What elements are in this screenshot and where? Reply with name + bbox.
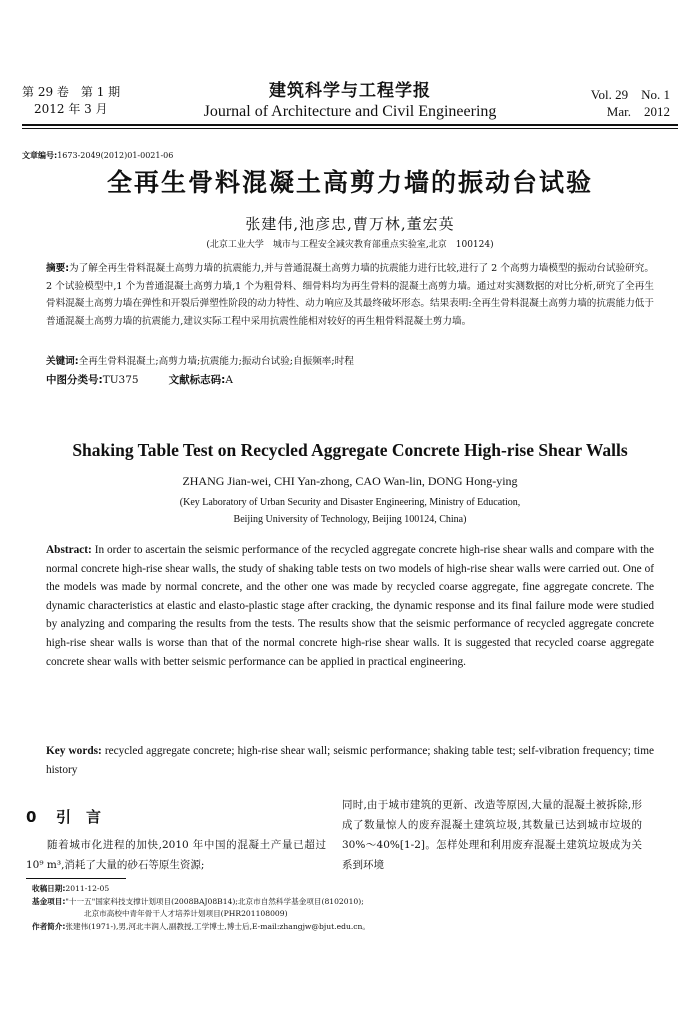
fund-info: [32, 896, 370, 909]
body-text-left: 随着城市化进程的加快,2010 年中国的混凝土产量已超过 10⁹ m³,消耗了大量的砂石等原生资源;: [26, 839, 326, 871]
affiliation-en: [0, 494, 700, 528]
keywords-en-text: recycled aggregate concrete; high-rise shear wall; seismic performance; shaking table test; self-vibration frequency; time history: [46, 745, 654, 776]
authors-cn: 张建伟,池彦忠,曹万林,董宏英: [245, 215, 455, 233]
journal-title-cn: 建筑科学与工程学报: [269, 81, 431, 101]
affiliation-en-line1: (Key Laboratory of Urban Security and Disaster Engineering, Ministry of Education,: [179, 497, 521, 508]
journal-issue-cn: [22, 84, 120, 118]
abstract-en-label: Abstract:: [46, 544, 92, 556]
article-id-label: 文章编号:: [22, 151, 58, 160]
abstract-en-text: In order to ascertain the seismic performance of the recycled aggregate concrete high-rise shear walls and compare with the normal concrete high-rise shear walls, the study of shaking table tests on two models of high-rise shear walls were carried out. One of the models was made by normal concrete, and the other one was made by recycled coarse aggregate, fine aggregate concrete. The dynamic characteristics at elastic and elasto-plastic stage after cracking, the dynamic response and its final failure mode were studied by analyzing and comparing the results from the tests. The results show that the seismic performance of recycled aggregate concrete high-rise shear walls is worse than that of the normal concrete high-rise shear walls. It is suggested that recycled coarse aggregate concrete shear walls with better seismic performance can be applied in practical engineering.: [46, 544, 654, 668]
footnote-rule: [26, 878, 126, 879]
abstract-en: [46, 541, 654, 671]
journal-title-en: Journal of Architecture and Civil Engineering: [203, 103, 497, 120]
abstract-cn-label: 摘要:: [46, 263, 70, 274]
abstract-cn: [46, 260, 654, 330]
journal-title: [160, 80, 540, 122]
keywords-en-label: Key words:: [46, 745, 102, 757]
authors-en: ZHANG Jian-wei, CHI Yan-zhong, CAO Wan-lin, DONG Hong-ying: [182, 474, 518, 488]
abstract-cn-text: 为了解全再生骨料混凝土高剪力墙的抗震能力,并与普通混凝土高剪力墙的抗震能力进行比较,进行了 2 个高剪力墙模型的振动台试验研究。2 个试验模型中,1 个为普通混凝土高剪力墙,1 个为粗骨料、细骨料均为再生骨料的混凝土高剪力墙。通过对实测数据的对比分析,研究了全再生骨料混凝土高剪力墙在弹性和开裂后弹塑性阶段的动力特性、动力响应及其最终破坏形态。结果表明:全再生骨料混凝土高剪力墙的抗震能力低于普通混凝土高剪力墙的抗震能力,建议实际工程中采用抗震性能相对较好的再生粗骨料混凝土剪力墙。: [46, 263, 654, 327]
fund-label: 基金项目:: [32, 896, 66, 906]
affiliation-cn: (北京工业大学 城市与工程安全减灾教育部重点实验室,北京 100124): [206, 240, 494, 250]
author-value: 张建伟(1971-),男,河北丰润人,副教授,工学博士,博士后,E-mail:zhangjw@bjut.edu.cn。: [65, 921, 370, 931]
keywords-en: [46, 742, 654, 779]
received-label: 收稿日期:: [32, 884, 66, 893]
section-title: 引 言: [56, 808, 102, 826]
keywords-cn-label: 关键词:: [46, 356, 79, 367]
volume-cn: 第 29 卷 第 1 期: [22, 85, 121, 99]
date-en: Mar. 2012: [606, 104, 670, 119]
fund-line1: "十一五"国家科技支撑计划项目(2008BAJ08B14);北京市自然科学基金项目(8102010);: [65, 896, 364, 906]
classification: [46, 372, 233, 389]
date-cn: 2012 年 3 月: [34, 102, 108, 116]
keywords-cn-text: 全再生骨料混凝土;高剪力墙;抗震能力;振动台试验;自振频率;时程: [78, 356, 354, 367]
author-label: 作者简介:: [32, 921, 66, 931]
footnotes: [32, 883, 370, 933]
clc-value: TU375: [102, 374, 139, 386]
fund-line2: 北京市高校中青年骨干人才培养计划项目(PHR201108009): [84, 909, 288, 918]
doc-code-label: 文献标志码:: [168, 374, 226, 386]
affiliation-en-line2: Beijing University of Technology, Beijing 100124, China): [233, 514, 467, 525]
header-rule-thin: [22, 128, 678, 129]
doc-code-value: A: [225, 374, 233, 386]
body-text-right: 同时,由于城市建筑的更新、改造等原因,大量的混凝土被拆除,形成了数量惊人的废弃混凝土建筑垃圾,其数量已达到城市垃圾的 30%～40%[1-2]。怎样处理和利用废弃混凝土建筑垃圾成为关系到环境: [342, 799, 642, 871]
keywords-cn: [46, 353, 354, 370]
article-id: [22, 150, 173, 161]
article-id-value: 1673-2049(2012)01-0021-06: [57, 151, 174, 160]
journal-issue-en: [591, 86, 670, 120]
clc-label: 中图分类号:: [46, 374, 103, 386]
section-number: 0: [26, 808, 37, 826]
paper-title-cn: 全再生骨料混凝土高剪力墙的振动台试验: [106, 168, 593, 197]
header-rule-thick: [22, 124, 678, 126]
paper-title-en: Shaking Table Test on Recycled Aggregate Concrete High-rise Shear Walls: [72, 440, 628, 460]
received-date: [32, 883, 370, 896]
author-info: [32, 921, 370, 934]
received-value: 2011-12-05: [65, 884, 110, 893]
volume-en: Vol. 29 No. 1: [590, 87, 670, 102]
section-heading: [26, 806, 101, 827]
